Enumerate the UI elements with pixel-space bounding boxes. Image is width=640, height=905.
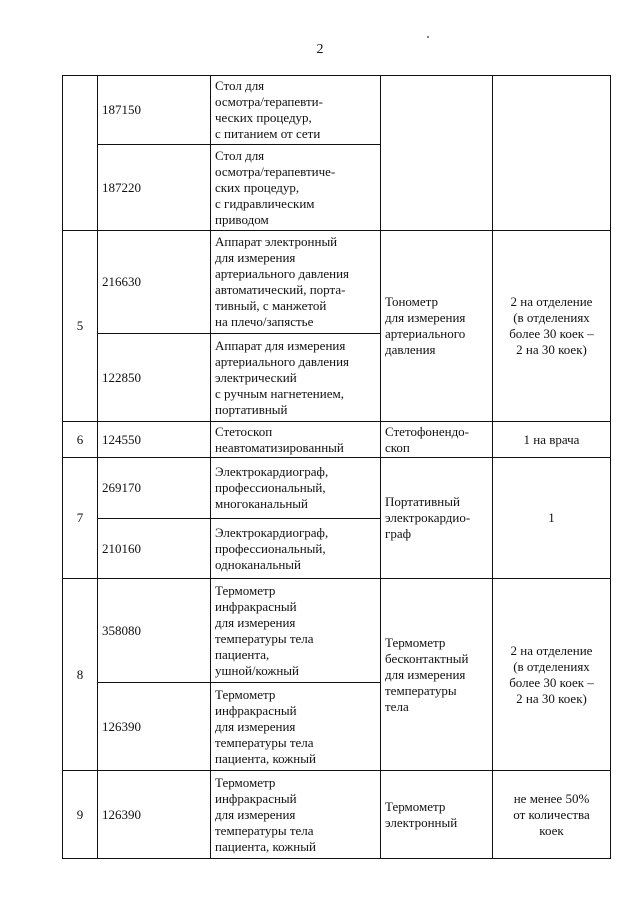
nomenclature-code: 216630 bbox=[98, 231, 211, 334]
equipment-quantity: 2 на отделение (в отделениях более 30 коек – 2 на 30 коек) bbox=[493, 231, 611, 422]
nomenclature-code: 187150 bbox=[98, 76, 211, 145]
equipment-type: Термометр бесконтактный для измерения температуры тела bbox=[381, 579, 493, 771]
nomenclature-code: 126390 bbox=[98, 771, 211, 859]
page-number: 2 bbox=[316, 42, 324, 57]
equipment-name: Стол для осмотра/терапевтиче- ских процедур, с гидравлическим приводом bbox=[211, 145, 381, 231]
table-row bbox=[63, 76, 611, 145]
row-number: 5 bbox=[63, 231, 98, 422]
equipment-name: Аппарат для измерения артериального давления электрический с ручным нагнетением, портативный bbox=[211, 334, 381, 422]
equipment-quantity: 2 на отделение (в отделениях более 30 коек – 2 на 30 коек) bbox=[493, 579, 611, 771]
equipment-type: Портативный электрокардио- граф bbox=[381, 458, 493, 579]
equipment-name: Термометр инфракрасный для измерения температуры тела пациента, кожный bbox=[211, 771, 381, 859]
equipment-type: Тонометр для измерения артериального давления bbox=[381, 231, 493, 422]
nomenclature-code: 269170 bbox=[98, 458, 211, 519]
nomenclature-code: 187220 bbox=[98, 145, 211, 231]
equipment-table bbox=[62, 75, 611, 859]
table-row bbox=[63, 422, 611, 458]
equipment-type: Термометр электронный bbox=[381, 771, 493, 859]
equipment-quantity: не менее 50% от количества коек bbox=[493, 771, 611, 859]
nomenclature-code: 126390 bbox=[98, 683, 211, 771]
row-number: 7 bbox=[63, 458, 98, 579]
table-row bbox=[63, 231, 611, 334]
row-number bbox=[63, 76, 98, 231]
equipment-name: Стол для осмотра/терапевти- ческих процедур, с питанием от сети bbox=[211, 76, 381, 145]
nomenclature-code: 122850 bbox=[98, 334, 211, 422]
table-row bbox=[63, 771, 611, 859]
nomenclature-code: 358080 bbox=[98, 579, 211, 683]
nomenclature-code: 124550 bbox=[98, 422, 211, 458]
scan-speck bbox=[427, 36, 429, 38]
nomenclature-code: 210160 bbox=[98, 519, 211, 579]
equipment-quantity: 1 на врача bbox=[493, 422, 611, 458]
table-row bbox=[63, 579, 611, 683]
equipment-name: Аппарат электронный для измерения артериального давления автоматический, порта- тивный, с манжетой на плечо/запястье bbox=[211, 231, 381, 334]
equipment-name: Термометр инфракрасный для измерения температуры тела пациента, ушной/кожный bbox=[211, 579, 381, 683]
equipment-quantity: 1 bbox=[493, 458, 611, 579]
row-number: 8 bbox=[63, 579, 98, 771]
equipment-name: Электрокардиограф, профессиональный, одноканальный bbox=[211, 519, 381, 579]
row-number: 6 bbox=[63, 422, 98, 458]
equipment-type: Стетофонендо- скоп bbox=[381, 422, 493, 458]
equipment-name: Термометр инфракрасный для измерения температуры тела пациента, кожный bbox=[211, 683, 381, 771]
row-number: 9 bbox=[63, 771, 98, 859]
equipment-name: Электрокардиограф, профессиональный, многоканальный bbox=[211, 458, 381, 519]
equipment-quantity bbox=[493, 76, 611, 231]
table-row bbox=[63, 458, 611, 519]
equipment-name: Стетоскоп неавтоматизированный bbox=[211, 422, 381, 458]
equipment-type bbox=[381, 76, 493, 231]
